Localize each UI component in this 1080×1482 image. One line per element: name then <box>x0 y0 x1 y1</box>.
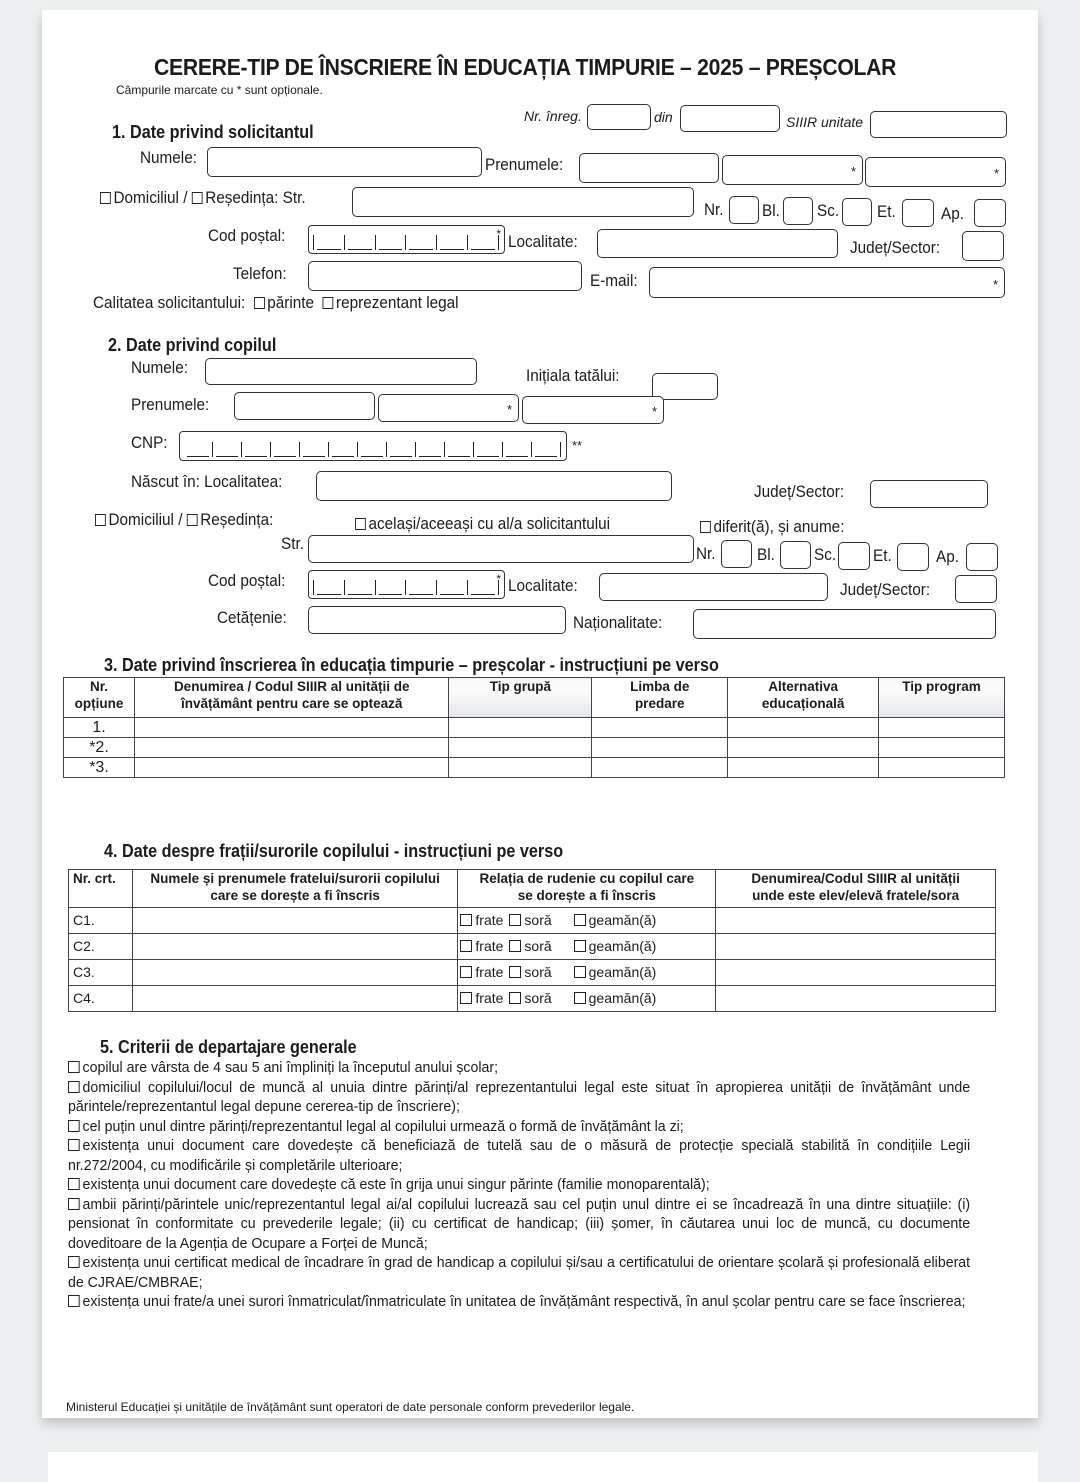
s2-nascut-label: Născut în: Localitatea: <box>131 472 283 491</box>
s2-judet2-label: Județ/Sector: <box>840 580 931 599</box>
s1-judet-label: Județ/Sector: <box>850 238 941 257</box>
table-row <box>69 908 996 934</box>
criterion-checkbox[interactable] <box>68 1120 80 1132</box>
criterion-item <box>68 1079 970 1118</box>
criterion-checkbox[interactable] <box>68 1178 80 1190</box>
s2-numele-label: Numele: <box>131 358 188 377</box>
frate-label: frate <box>475 964 504 980</box>
s1-resedinta-label: Reședința: Str. <box>205 188 306 207</box>
s1-numele-label: Numele: <box>140 148 197 167</box>
limba-cell[interactable] <box>592 718 728 738</box>
s2-sc-input[interactable] <box>838 542 870 570</box>
form-page <box>42 10 1038 1418</box>
criterion-item <box>68 1196 970 1255</box>
optional-marker: * <box>651 404 657 419</box>
alternativa-cell[interactable] <box>728 718 879 738</box>
s2-judet2-input[interactable] <box>955 575 997 603</box>
s2-cetatenie-label: Cetățenie: <box>217 608 287 627</box>
col-tip-grupa: Tip grupă <box>449 678 592 718</box>
s2-nr-label: Nr. <box>696 544 716 563</box>
sibling-number: C1. <box>69 908 133 934</box>
sibling-name-cell[interactable] <box>132 986 457 1012</box>
s1-nr-label: Nr. <box>704 200 724 219</box>
tip-grupa-cell[interactable] <box>449 758 592 778</box>
relation-cell <box>458 986 716 1012</box>
s1-bl-label: Bl. <box>762 201 780 220</box>
frate-label: frate <box>475 990 504 1006</box>
s2-resedinta-checkbox[interactable] <box>187 514 198 526</box>
criterion-text: ambii părinți/părintele unic/reprezentantul legal ai/al copilului lucrează sau cel puțin unul dintre ei se încadrează în una dintre situațiile: (i) pensionat în conformitate cu prevederile legale; (ii) cu certificat de handicap; (iii) șomer, în căutarea unui loc de muncă, cu documente doveditoare de la Agenția de Ocupare a Forței de Muncă; <box>68 1196 971 1252</box>
col-nume-frate: Numele și prenumele fratelui/surorii copilului care se dorește a fi înscris <box>132 870 457 908</box>
s1-judet-input[interactable] <box>962 231 1004 261</box>
s1-prenumele-input-2[interactable] <box>722 155 863 185</box>
sibling-number: C4. <box>69 986 133 1012</box>
table-header-row <box>69 870 996 908</box>
unitate-cell[interactable] <box>134 738 449 758</box>
sora-checkbox[interactable] <box>509 966 521 978</box>
nr-inreg-label: Nr. înreg. <box>524 108 582 124</box>
col-nr-optiune: Nr. opțiune <box>64 678 135 718</box>
table-row <box>69 960 996 986</box>
din-date-input[interactable] <box>680 105 780 132</box>
geaman-checkbox[interactable] <box>574 992 586 1004</box>
tip-program-cell[interactable] <box>879 718 1005 738</box>
criterion-checkbox[interactable] <box>68 1061 80 1073</box>
s1-et-label: Et. <box>877 202 896 221</box>
geaman-checkbox[interactable] <box>574 940 586 952</box>
s2-nr-input[interactable] <box>721 540 752 568</box>
relation-cell <box>458 934 716 960</box>
col-tip-program: Tip program <box>879 678 1005 718</box>
s2-strada-input[interactable] <box>308 535 694 563</box>
sibling-unitate-cell[interactable] <box>716 960 996 986</box>
s1-parinte-label: părinte <box>267 293 315 312</box>
s1-telefon-label: Telefon: <box>233 264 287 283</box>
s2-cetatenie-input[interactable] <box>308 606 566 634</box>
optional-marker: * <box>496 572 501 586</box>
tip-program-cell[interactable] <box>879 738 1005 758</box>
s2-same-address-row <box>355 514 610 534</box>
s2-bl-input[interactable] <box>780 541 811 569</box>
unitate-cell[interactable] <box>134 718 449 738</box>
s1-nr-input[interactable] <box>729 196 759 224</box>
nr-inreg-input[interactable] <box>587 104 651 130</box>
s1-telefon-input[interactable] <box>308 261 582 291</box>
s1-bl-input[interactable] <box>783 197 813 225</box>
optional-marker: * <box>993 166 999 181</box>
col-alternativa: Alternativa educațională <box>728 678 879 718</box>
sibling-name-cell[interactable] <box>132 908 457 934</box>
data-protection-footer: Ministerul Educației și unitățile de învățământ sunt operatori de date personale conform prevederilor legale. <box>66 1400 635 1414</box>
s1-strada-input[interactable] <box>352 187 694 217</box>
next-page-edge <box>48 1452 1038 1482</box>
criterion-checkbox[interactable] <box>68 1081 80 1093</box>
s2-localitate-label: Localitate: <box>508 576 578 595</box>
s2-prenumele-input-3[interactable] <box>522 396 664 424</box>
s1-email-input[interactable] <box>649 267 1005 298</box>
s1-domiciliu-checkbox[interactable] <box>100 192 111 204</box>
s2-cnp-input[interactable] <box>179 431 567 461</box>
geaman-checkbox[interactable] <box>574 914 586 926</box>
s1-ap-input[interactable] <box>974 199 1006 227</box>
s1-reprezentant-label: reprezentant legal <box>336 293 459 312</box>
s2-ap-label: Ap. <box>936 547 959 566</box>
frate-label: frate <box>475 938 504 954</box>
section3-heading: 3. Date privind înscrierea în educația timpurie – preșcolar - instrucțiuni pe verso <box>104 655 719 675</box>
table-row <box>69 934 996 960</box>
criterion-item <box>68 1254 970 1293</box>
criterion-item <box>68 1293 970 1313</box>
criterion-item <box>68 1176 970 1196</box>
alternativa-cell[interactable] <box>728 758 879 778</box>
s2-numele-input[interactable] <box>205 358 477 385</box>
s1-reprezentant-checkbox[interactable] <box>323 297 334 309</box>
s1-ap-label: Ap. <box>941 204 964 223</box>
s1-resedinta-checkbox[interactable] <box>192 192 203 204</box>
s2-cod-postal-input[interactable] <box>308 570 505 599</box>
s2-same-address-label: același/aceeași cu al/a solicitantului <box>368 514 611 533</box>
s1-domiciliu-row <box>100 188 306 208</box>
sora-checkbox[interactable] <box>509 914 521 926</box>
s2-same-address-checkbox[interactable] <box>355 518 366 530</box>
criterion-checkbox[interactable] <box>68 1198 80 1210</box>
s2-domiciliu-row <box>95 510 273 530</box>
option-number: *2. <box>64 738 135 758</box>
s1-et-input[interactable] <box>902 199 934 227</box>
criterion-checkbox[interactable] <box>68 1139 80 1151</box>
frate-label: frate <box>475 912 504 928</box>
frate-checkbox[interactable] <box>460 914 472 926</box>
sora-label: soră <box>524 912 552 928</box>
geaman-label: geamăn(ă) <box>588 964 657 980</box>
s1-cod-postal-label: Cod poștal: <box>208 226 286 245</box>
optional-fields-note: Câmpurile marcate cu * sunt opționale. <box>116 83 323 97</box>
col-nr-crt: Nr. crt. <box>69 870 133 908</box>
frate-checkbox[interactable] <box>460 966 472 978</box>
s1-calitatea-label: Calitatea solicitantului: <box>93 293 246 312</box>
s2-sc-label: Sc. <box>814 545 837 564</box>
criterion-checkbox[interactable] <box>68 1295 80 1307</box>
s1-cod-postal-input[interactable] <box>308 225 505 254</box>
criterion-text: existența unui frate/a unei surori înmatriculat/înmatriculate în unitatea de învățământ respectivă, în anul școlar pentru care se face înscrierea; <box>82 1294 966 1310</box>
s2-judet-label: Județ/Sector: <box>754 482 845 501</box>
s1-prenumele-label: Prenumele: <box>485 155 564 174</box>
geaman-label: geamăn(ă) <box>588 990 657 1006</box>
option-number: *3. <box>64 758 135 778</box>
s2-et-label: Et. <box>873 546 892 565</box>
sora-checkbox[interactable] <box>509 992 521 1004</box>
sora-label: soră <box>524 938 552 954</box>
sibling-unitate-cell[interactable] <box>716 908 996 934</box>
optional-marker: * <box>992 276 998 292</box>
limba-cell[interactable] <box>592 758 728 778</box>
page-title: CERERE-TIP DE ÎNSCRIERE ÎN EDUCAȚIA TIMPURIE – 2025 – PREȘCOLAR <box>154 54 897 80</box>
optional-marker: * <box>506 402 512 417</box>
col-unitate-frate: Denumirea/Codul SIIIR al unității unde este elev/elevă fratele/sora <box>716 870 996 908</box>
s2-initiala-label: Inițiala tatălui: <box>526 366 620 385</box>
criterion-checkbox[interactable] <box>68 1256 80 1268</box>
s2-nationalitate-input[interactable] <box>693 609 996 639</box>
sibling-unitate-cell[interactable] <box>716 986 996 1012</box>
s2-resedinta-label: Reședința: <box>200 510 274 529</box>
table-row <box>69 986 996 1012</box>
section1-heading: 1. Date privind solicitantul <box>112 122 314 142</box>
s1-numele-input[interactable] <box>207 147 482 177</box>
s1-localitate-input[interactable] <box>597 229 838 258</box>
tip-grupa-cell[interactable] <box>449 718 592 738</box>
siiir-unitate-label: SIIIR unitate <box>786 114 864 130</box>
siiir-unitate-input[interactable] <box>870 111 1007 138</box>
s2-nascut-localitate-input[interactable] <box>316 471 672 501</box>
col-denumire-unitate: Denumirea / Codul SIIIR al unității de învățământ pentru care se optează <box>134 678 449 718</box>
s2-cnp-label: CNP: <box>131 433 168 452</box>
optional-marker: * <box>850 164 856 179</box>
s1-localitate-label: Localitate: <box>508 232 578 251</box>
geaman-label: geamăn(ă) <box>588 938 657 954</box>
s2-domiciliu-label: Domiciliul / <box>108 510 187 529</box>
frate-checkbox[interactable] <box>460 992 472 1004</box>
s2-cod-postal-label: Cod poștal: <box>208 571 286 590</box>
sora-label: soră <box>524 990 552 1006</box>
col-limba-predare: Limba de predare <box>592 678 728 718</box>
criterion-text: existența unui document care dovedește că beneficiază de tutelă sau de o măsură de protecție specială stabilită în condițiile Legii nr.272/2004, cu modificările și completările ulterioare; <box>68 1138 971 1174</box>
criterion-text: existența unui document care dovedește că este în grija unui singur părinte (familie monoparentală); <box>82 1177 710 1193</box>
relation-cell <box>458 908 716 934</box>
s1-email-label: E-mail: <box>590 271 638 290</box>
s2-diff-address-checkbox[interactable] <box>700 521 711 533</box>
limba-cell[interactable] <box>592 738 728 758</box>
geaman-label: geamăn(ă) <box>588 912 657 928</box>
din-label: din <box>654 109 673 125</box>
sibling-name-cell[interactable] <box>132 960 457 986</box>
s2-bl-label: Bl. <box>757 545 775 564</box>
tip-program-cell[interactable] <box>879 758 1005 778</box>
s2-prenumele-label: Prenumele: <box>131 395 210 414</box>
unitate-cell[interactable] <box>134 758 449 778</box>
s2-judet-input[interactable] <box>870 480 988 508</box>
table-row <box>64 738 1005 758</box>
siblings-table <box>68 869 996 1012</box>
geaman-checkbox[interactable] <box>574 966 586 978</box>
sora-checkbox[interactable] <box>509 940 521 952</box>
criterion-text: domiciliul copilului/locul de muncă al unuia dintre părinți/al reprezentantului legal este situat în apropierea unității de învățământ unde părintele/reprezentantul legal depune cererea-tip de înscriere); <box>68 1079 971 1115</box>
s2-diff-address-row <box>700 517 844 537</box>
table-row <box>64 718 1005 738</box>
alternativa-cell[interactable] <box>728 738 879 758</box>
s1-calitatea-row <box>93 293 459 313</box>
criteria-list <box>68 1059 970 1313</box>
s1-sc-label: Sc. <box>817 201 840 220</box>
s2-ap-input[interactable] <box>966 543 998 571</box>
sibling-name-cell[interactable] <box>132 934 457 960</box>
sibling-number: C3. <box>69 960 133 986</box>
s1-parinte-checkbox[interactable] <box>254 297 265 309</box>
s2-nationalitate-label: Naționalitate: <box>573 613 663 632</box>
criterion-text: existența unui certificat medical de încadrare în grad de handicap a copilului și/sau a certificatului de orientare școlară și profesională eliberat de CJRAE/CMBRAE; <box>68 1255 971 1291</box>
s2-str-label: Str. <box>281 534 304 553</box>
criterion-item <box>68 1137 970 1176</box>
criterion-text: copilul are vârsta de 4 sau 5 ani împliniți la începutul anului școlar; <box>82 1060 499 1076</box>
s1-prenumele-input-1[interactable] <box>579 153 719 183</box>
s2-cnp-marker: ** <box>572 438 583 453</box>
frate-checkbox[interactable] <box>460 940 472 952</box>
section4-heading: 4. Date despre frații/surorile copilului - instrucțiuni pe verso <box>104 841 564 861</box>
s1-sc-input[interactable] <box>842 198 872 226</box>
s2-prenumele-input-1[interactable] <box>234 392 375 420</box>
table-header-row <box>64 678 1005 718</box>
s2-localitate-input[interactable] <box>599 573 828 601</box>
sibling-unitate-cell[interactable] <box>716 934 996 960</box>
sora-label: soră <box>524 964 552 980</box>
col-relatie: Relația de rudenie cu copilul care se dorește a fi înscris <box>458 870 716 908</box>
s1-domiciliu-label: Domiciliul / <box>113 188 192 207</box>
s2-prenumele-input-2[interactable] <box>378 394 519 422</box>
table-row <box>64 758 1005 778</box>
option-number: 1. <box>64 718 135 738</box>
enrollment-options-table <box>63 677 1005 778</box>
tip-grupa-cell[interactable] <box>449 738 592 758</box>
s2-diff-address-label: diferit(ă), și anume: <box>713 517 845 536</box>
s2-et-input[interactable] <box>897 543 929 571</box>
criterion-text: cel puțin unul dintre părinți/reprezentantul legal al copilului urmează o formă de învățământ la zi; <box>82 1118 684 1135</box>
section5-heading: 5. Criterii de departajare generale <box>100 1037 357 1057</box>
optional-marker: * <box>496 227 501 241</box>
criterion-item <box>68 1059 970 1079</box>
criterion-item <box>68 1118 970 1138</box>
relation-cell <box>458 960 716 986</box>
sibling-number: C2. <box>69 934 133 960</box>
s1-prenumele-input-3[interactable] <box>865 157 1006 187</box>
section2-heading: 2. Date privind copilul <box>108 335 277 355</box>
s2-domiciliu-checkbox[interactable] <box>95 514 106 526</box>
